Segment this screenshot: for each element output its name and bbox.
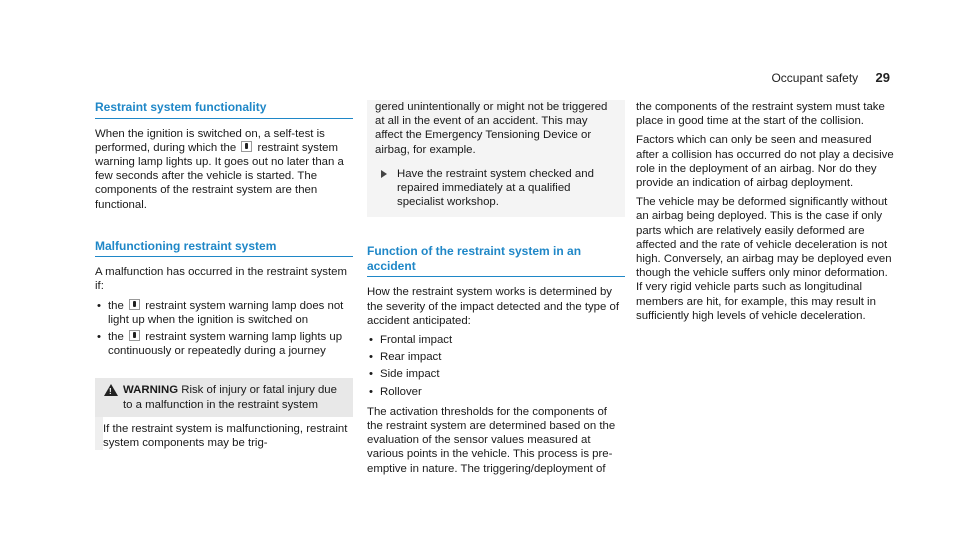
page-number: 29 — [875, 70, 890, 85]
column-2 — [367, 100, 625, 481]
action-item — [375, 167, 617, 210]
arrow-right-icon — [381, 170, 387, 178]
column-1 — [95, 100, 353, 455]
page-header — [771, 70, 890, 85]
text-part: restraint system warning lamp does not light up when the ignition is switched on — [108, 299, 344, 326]
list-item: • Rollover — [367, 385, 625, 399]
text-part: restraint system warning lamp lights up. It goes out no later than a few seconds after the vehicle is started. The components of the restraint system are then functional. — [95, 141, 344, 211]
restraint-warning-icon — [241, 141, 252, 152]
text-part: restraint system warning lamp lights up continuously or repeatedly during a journey — [108, 331, 343, 358]
paragraph-deformation: The vehicle may be deformed significantly without an airbag being deployed. This is the case if only parts which are relatively easily deformed are affected and the rate of vehicle deceleration is not high. Conversely, an airbag may be deployed even though the vehicle suffers only minor deformation. If very rigid vehicle parts such as longitudinal members are hit, for example, this may result in sufficiently high levels of vehicle deceleration. — [636, 196, 892, 322]
list-item — [95, 299, 353, 327]
malfunction-list — [95, 299, 353, 359]
paragraph-factors: Factors which can only be seen and measured after a collision has occurred do not play a decisive role in the deployment of an airbag. Nor do they provide an indication of airbag deployment. — [636, 134, 894, 190]
list-item: • Frontal impact — [367, 333, 625, 347]
heading-function-accident: Function of the restraint system in an accident — [367, 244, 625, 277]
warning-continued-text: gered unintentionally or might not be triggered at all in the event of an accident. This may affect the Emergency Tensioning Device or airbag, for example. — [375, 101, 608, 156]
warning-triangle-icon — [104, 384, 118, 396]
paragraph-components-timing: the components of the restraint system must take place in good time at the start of the collision. — [636, 101, 885, 128]
restraint-warning-icon — [129, 299, 140, 310]
restraint-warning-icon — [129, 330, 140, 341]
warning-title — [95, 378, 353, 416]
heading-restraint-functionality: Restraint system functionality — [95, 100, 353, 119]
warning-body-text: If the restraint system is malfunctioning, restraint system components may be trig- — [103, 422, 348, 450]
text-part: When the ignition is switched on, a self-test is performed, during which the — [95, 127, 325, 154]
warning-label: WARNING — [123, 384, 179, 397]
paragraph-malfunction: A malfunction has occurred in the restraint system if: — [95, 266, 347, 293]
heading-malfunctioning: Malfunctioning restraint system — [95, 239, 353, 258]
list-item — [95, 330, 353, 358]
warning-title-text: Risk of injury or fatal injury due to a malfunction in the restraint system — [123, 384, 337, 411]
action-text: Have the restraint system checked and repaired immediately at a qualified specialist workshop. — [397, 167, 594, 209]
list-item: • Side impact — [367, 367, 625, 381]
warning-body — [95, 417, 353, 450]
section-title: Occupant safety — [771, 71, 859, 85]
text-part: the — [108, 331, 124, 344]
impact-list — [367, 333, 625, 399]
paragraph-self-test — [95, 127, 353, 212]
list-item: • Rear impact — [367, 350, 625, 364]
warning-box — [95, 378, 353, 450]
paragraph-activation-thresholds: The activation thresholds for the components of the restraint system are determined based on the evaluation of the sensor values measured at various points in the vehicle. This process is pre-emptive in nature. The triggering/deployment of — [367, 405, 616, 475]
warning-continuation — [367, 100, 625, 217]
paragraph-how-works: How the restraint system works is determined by the severity of the impact detected and the type of accident anticipated: — [367, 286, 620, 327]
text-part: the — [108, 299, 124, 312]
column-3 — [636, 100, 894, 328]
